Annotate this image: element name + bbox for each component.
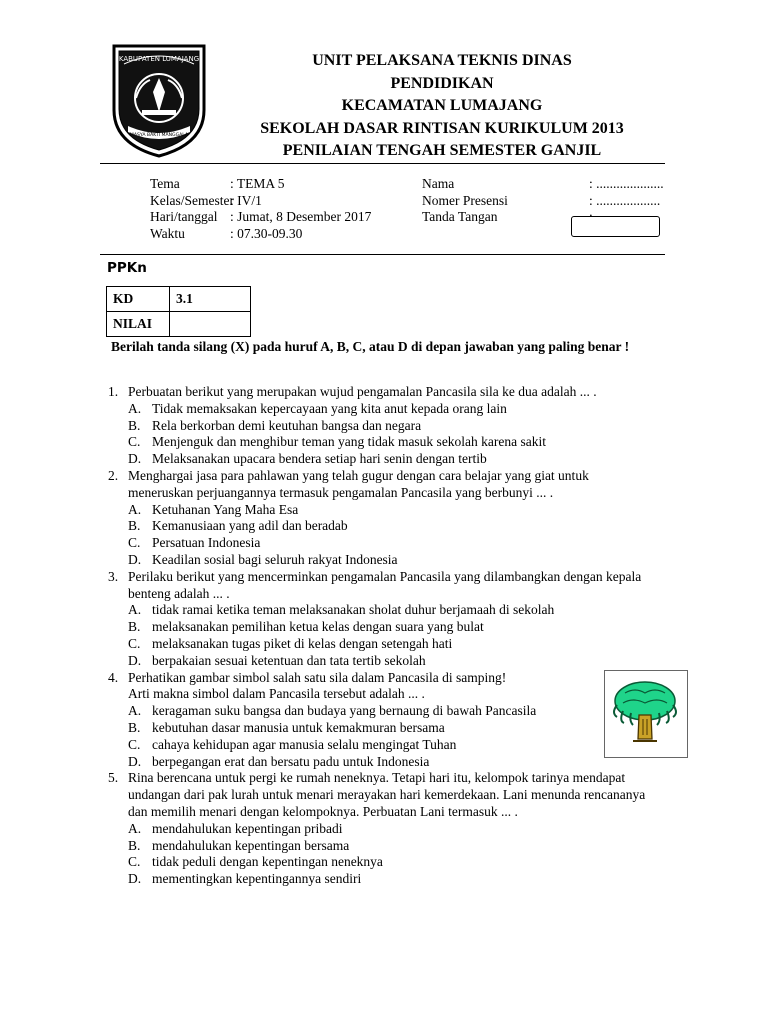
option-b[interactable] <box>128 838 673 855</box>
option-text: Tidak memaksakan kepercayaan yang kita anut kepada orang lain <box>152 400 507 416</box>
question-text: Perilaku berikut yang mencerminkan pengamalan Pancasila yang dilambangkan dengan kepala benteng adalah ... . <box>128 568 642 601</box>
option-letter: A. <box>128 820 142 836</box>
kd-score-table <box>106 286 251 337</box>
info-left-labels <box>150 176 234 242</box>
option-d[interactable] <box>128 451 673 468</box>
option-text: mementingkan kepentingannya sendiri <box>152 871 362 887</box>
question-number: 4. <box>108 669 119 685</box>
nilai-value-cell[interactable] <box>170 312 251 337</box>
option-d[interactable] <box>128 552 673 569</box>
logo-text-bottom: MASYA BAKTI MANGGALA <box>129 133 189 138</box>
label-waktu: Waktu <box>150 225 185 241</box>
option-text: melaksanakan tugas piket di kelas dengan setengah hati <box>152 635 453 651</box>
option-d[interactable] <box>128 754 673 771</box>
question-text: Menghargai jasa para pahlawan yang telah gugur dengan cara belajar yang giat untuk meneruskan perjuangannya termasuk pengamalan Pancasila yang berbunyi ... . <box>128 467 589 500</box>
kd-value: 3.1 <box>170 287 251 312</box>
option-text: Persatuan Indonesia <box>152 535 261 551</box>
question-4-image-frame <box>604 670 688 758</box>
question-number: 2. <box>108 467 119 483</box>
question-2 <box>108 468 673 569</box>
option-letter: D. <box>128 652 142 668</box>
logo-text-top: KABUPATEN LUMAJANG <box>118 55 200 63</box>
nomer-presensi-field[interactable]: : ................... <box>589 192 661 208</box>
option-letter: A. <box>128 602 142 618</box>
label-nama: Nama <box>422 176 455 191</box>
option-letter: C. <box>128 854 141 870</box>
option-text: tidak ramai ketika teman melaksanakan sholat duhur berjamaah di sekolah <box>152 602 555 618</box>
value-kelas-semester: : IV/1 <box>230 192 262 208</box>
option-text: kebutuhan dasar manusia untuk kemakmuran bersama <box>152 719 445 735</box>
nilai-label: NILAI <box>107 312 170 337</box>
option-b[interactable] <box>128 720 673 737</box>
option-letter: B. <box>128 417 141 433</box>
option-letter: B. <box>128 719 141 735</box>
option-b[interactable] <box>128 619 673 636</box>
signature-box[interactable] <box>571 216 660 237</box>
option-a[interactable] <box>128 602 673 619</box>
question-text: Perhatikan gambar simbol salah satu sila dalam Pancasila di samping! <box>128 669 507 685</box>
option-text: Ketuhanan Yang Maha Esa <box>152 501 299 517</box>
question-text-2: Arti makna simbol dalam Pancasila tersebut adalah ... . <box>128 686 425 702</box>
option-letter: D. <box>128 451 142 467</box>
option-letter: B. <box>128 518 141 534</box>
question-text: Perbuatan berikut yang merupakan wujud pengamalan Pancasila sila ke dua adalah ... . <box>128 384 597 399</box>
kd-row <box>107 287 251 312</box>
option-text: mendahulukan kepentingan pribadi <box>152 820 343 836</box>
option-b[interactable] <box>128 518 673 535</box>
option-text: melaksanakan pemilihan ketua kelas dengan suara yang bulat <box>152 619 484 635</box>
question-text: Rina berencana untuk pergi ke rumah neneknya. Tetapi hari itu, kelompok tarinya mendapat undangan dari pak lurah untuk menari merayakan hari kemerdekaan. Lani menunda rencananya dan memilih menari dengan kelompoknya. Perbuatan Lani termasuk ... . <box>128 770 646 819</box>
option-text: berpegangan erat dan bersatu padu untuk Indonesia <box>152 753 430 769</box>
option-b[interactable] <box>128 418 673 435</box>
question-3 <box>108 569 673 670</box>
option-letter: C. <box>128 434 141 450</box>
banyan-tree-icon <box>605 671 686 756</box>
option-a[interactable] <box>128 401 673 418</box>
option-d[interactable] <box>128 653 673 670</box>
option-letter: D. <box>128 551 142 567</box>
option-text: Menjenguk dan menghibur teman yang tidak masuk sekolah karena sakit <box>152 434 547 450</box>
option-c[interactable] <box>128 854 673 871</box>
subject-title: PPKn <box>107 260 147 276</box>
option-letter: A. <box>128 400 142 416</box>
label-nomer-presensi: Nomer Presensi <box>422 192 508 208</box>
option-a[interactable] <box>128 821 673 838</box>
option-text: cahaya kehidupan agar manusia selalu mengingat Tuhan <box>152 736 457 752</box>
question-number: 1. <box>108 384 119 399</box>
option-c[interactable] <box>128 434 673 451</box>
option-letter: B. <box>128 619 141 635</box>
option-a[interactable] <box>128 703 673 720</box>
label-kelas-semester: Kelas/Semester <box>150 192 234 208</box>
option-letter: B. <box>128 837 141 853</box>
school-header <box>222 50 662 163</box>
option-text: tidak peduli dengan kepentingan neneknya <box>152 854 383 870</box>
option-letter: A. <box>128 501 142 517</box>
option-letter: C. <box>128 535 141 551</box>
option-text: Kemanusiaan yang adil dan beradab <box>152 518 348 534</box>
value-hari-tanggal: : Jumat, 8 Desember 2017 <box>230 209 372 224</box>
option-letter: D. <box>128 871 142 887</box>
header-line-4: SEKOLAH DASAR RINTISAN KURIKULUM 2013 <box>260 119 624 137</box>
info-divider <box>100 254 665 255</box>
label-hari-tanggal: Hari/tanggal <box>150 209 218 224</box>
value-waktu: : 07.30-09.30 <box>230 225 303 241</box>
option-text: Keadilan sosial bagi seluruh rakyat Indonesia <box>152 551 398 567</box>
question-number: 3. <box>108 568 119 584</box>
option-a[interactable] <box>128 502 673 519</box>
question-1 <box>108 384 673 468</box>
header-divider <box>100 163 665 164</box>
option-text: berpakaian sesuai ketentuan dan tata tertib sekolah <box>152 652 426 668</box>
question-number: 5. <box>108 770 119 786</box>
header-line-5: PENILAIAN TENGAH SEMESTER GANJIL <box>282 142 602 159</box>
option-c[interactable] <box>128 636 673 653</box>
nama-field[interactable]: : .................... <box>589 176 664 191</box>
option-text: keragaman suku bangsa dan budaya yang bernaung di bawah Pancasila <box>152 703 537 719</box>
option-letter: D. <box>128 753 142 769</box>
option-d[interactable] <box>128 871 673 888</box>
header-line-2: PENDIDIKAN <box>390 74 494 92</box>
option-letter: C. <box>128 736 141 752</box>
header-line-1: UNIT PELAKSANA TEKNIS DINAS <box>312 52 572 69</box>
option-c[interactable] <box>128 535 673 552</box>
header-line-3: KECAMATAN LUMAJANG <box>341 97 543 114</box>
lumajang-regency-emblem <box>110 40 208 160</box>
nilai-row <box>107 312 251 337</box>
option-c[interactable] <box>128 737 673 754</box>
option-letter: A. <box>128 703 142 719</box>
option-text: Melaksanakan upacara bendera setiap hari senin dengan tertib <box>152 451 487 467</box>
kd-label: KD <box>107 287 170 312</box>
question-5 <box>108 770 673 888</box>
info-right-labels <box>422 176 508 226</box>
question-4 <box>108 670 673 771</box>
option-text: mendahulukan kepentingan bersama <box>152 837 350 853</box>
question-list <box>108 384 673 888</box>
label-tanda-tangan: Tanda Tangan <box>422 209 498 224</box>
value-tema: : TEMA 5 <box>230 176 285 191</box>
info-left-values <box>230 176 371 242</box>
option-text: Rela berkorban demi keutuhan bangsa dan negara <box>152 417 422 433</box>
option-letter: C. <box>128 635 141 651</box>
label-tema: Tema <box>150 176 180 191</box>
instruction-text: Berilah tanda silang (X) pada huruf A, B, C, atau D di depan jawaban yang paling benar ! <box>111 339 630 354</box>
